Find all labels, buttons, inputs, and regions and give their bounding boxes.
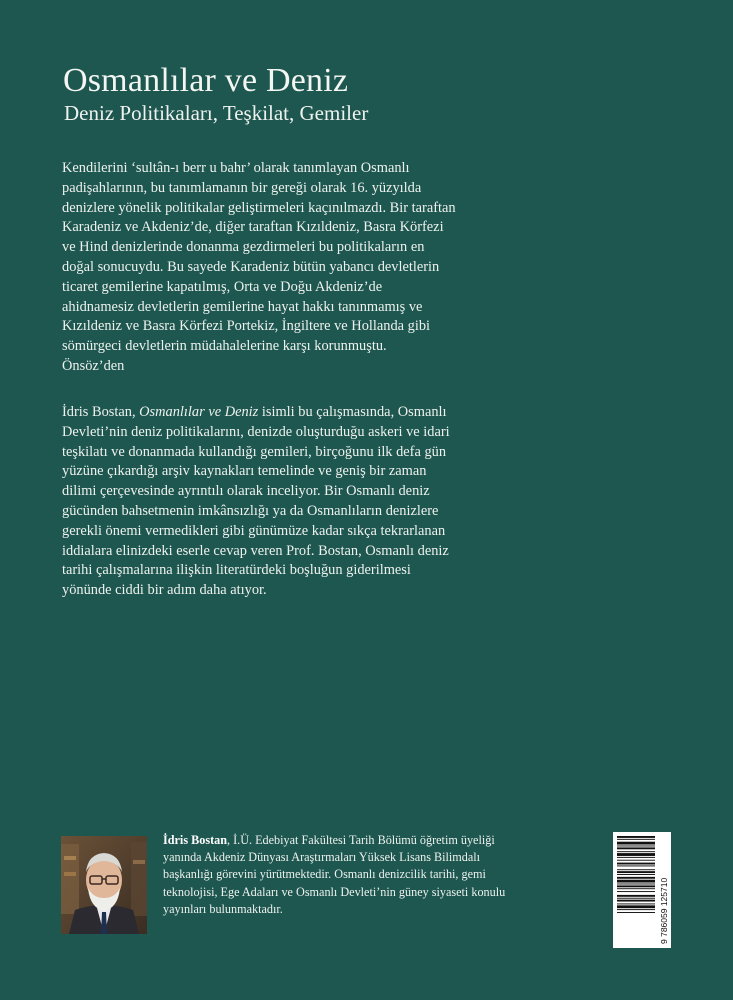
barcode-bar xyxy=(617,846,655,847)
barcode-bar xyxy=(617,836,655,838)
bio-line xyxy=(163,832,593,849)
barcode-bar xyxy=(617,912,655,913)
barcode-bar xyxy=(617,869,655,870)
barcode-bar xyxy=(617,851,655,852)
book-title-italic: Osmanlılar ve Deniz xyxy=(139,404,259,420)
book-subtitle: Deniz Politikaları, Teşkilat, Gemiler xyxy=(64,101,369,125)
barcode-bar xyxy=(617,865,655,866)
barcode-bar xyxy=(617,891,655,892)
blurb-line: yüzüne çıkardığı arşiv kaynakları temelinde ve geniş bir zaman xyxy=(62,463,427,480)
blurb-line: doğal sonucuydu. Bu sayede Karadeniz bütün yabancı devletlerin xyxy=(62,258,440,275)
blurb-line: sömürgeci devletlerin müdahalelerine karşı korunmuştu. xyxy=(62,338,387,355)
barcode-digits: 9 786059 125710 xyxy=(659,877,669,944)
barcode-bar xyxy=(617,847,655,849)
book-title: Osmanlılar ve Deniz xyxy=(63,62,349,99)
barcode-bar xyxy=(617,900,655,902)
isbn-barcode xyxy=(613,832,671,948)
blurb-line: Devleti’nin deniz politikalarını, denizde oluşturduğu askeri ve idari xyxy=(62,423,450,440)
barcode-bar xyxy=(617,874,655,875)
blurb-line: dilimi çerçevesinde ayrıntılı olarak inceliyor. Bir Osmanlı deniz xyxy=(62,483,430,500)
author-name: İdris Bostan xyxy=(163,833,228,847)
barcode-bar xyxy=(617,853,655,856)
author-mention: İdris Bostan, xyxy=(62,404,140,420)
barcode-bar xyxy=(617,898,655,899)
barcode-bar xyxy=(617,871,655,873)
blurb-paragraph-2 xyxy=(62,403,532,601)
blurb-line: padişahlarının, bu tanımlamanın bir gereği olarak 16. yüzyılda xyxy=(62,179,422,196)
barcode-bar xyxy=(617,888,655,889)
author-bio xyxy=(163,832,593,918)
author-photo xyxy=(61,836,147,934)
blurb-line: teşkilatı ve donanmada kullandığı gemileri, birçoğunu ilk defa gün xyxy=(62,443,447,460)
blurb-line: ticaret gemilerine kapatılmış, Orta ve Doğu Akdeniz’de xyxy=(62,278,383,295)
blurb-line: iddialara elinizdeki eserle cevap veren Prof. Bostan, Osmanlı deniz xyxy=(62,542,449,559)
barcode-bar xyxy=(617,839,655,840)
blurb-text: isimli bu çalışmasında, Osmanlı xyxy=(258,404,447,420)
barcode-bar xyxy=(617,895,655,897)
barcode-bar xyxy=(617,903,655,904)
blurb-line xyxy=(62,403,532,423)
blurb-line: yönünde ciddi bir adım daha atıyor. xyxy=(62,582,267,599)
barcode-bar xyxy=(617,909,655,910)
bio-line: teknolojisi, Ege Adaları ve Osmanlı Devleti’nin güney siyaseti konulu xyxy=(163,884,506,899)
blurb-line: ahidnamesiz devletlerin gemilerine hayat hakkı tanınmamış ve xyxy=(62,298,423,315)
blurb-line: Kendilerini ‘sultân-ı berr u bahr’ olarak tanımlayan Osmanlı xyxy=(62,160,410,176)
blurb-line: gerekli önemi vermedikleri gibi günümüze kadar sıkça tekrarlanan xyxy=(62,522,446,539)
blurb-line: Kızıldeniz ve Basra Körfezi Portekiz, İngiltere ve Hollanda gibi xyxy=(62,318,431,335)
blurb-line: ve Hind denizlerinde donanma gezdirmeleri bu politikaların en xyxy=(62,239,425,256)
blurb-line: gücünden bahsetmenin imkânsızlığı ya da Osmanlıların denizlere xyxy=(62,502,439,519)
bio-line: yayınları bulunmaktadır. xyxy=(163,901,283,916)
bio-text: , İ.Ü. Edebiyat Fakültesi Tarih Bölümü öğretim üyeliği xyxy=(227,833,495,847)
barcode-bar xyxy=(617,905,655,908)
blurb-line: denizlere yönelik politikalar geliştirmeleri kaçınılmazdı. Bir taraftan xyxy=(62,199,456,216)
barcode-bar xyxy=(617,860,655,861)
barcode-bar xyxy=(617,857,655,858)
barcode-bar xyxy=(617,863,655,865)
barcode-bar xyxy=(617,842,655,845)
barcode-bar xyxy=(617,880,655,883)
barcode-bar xyxy=(617,884,655,885)
blurb-line: Karadeniz ve Akdeniz’de, diğer taraftan Kızıldeniz, Basra Körfezi xyxy=(62,219,444,236)
barcode-bars xyxy=(617,836,655,913)
bio-line: başkanlığı görevini yürütmektedir. Osmanlı denizcilik tarihi, gemi xyxy=(163,867,486,882)
bio-line: yanında Akdeniz Dünyası Araştırmaları Yüksek Lisans Bilimdalı xyxy=(163,850,481,865)
blurb-line: tarihi çalışmalarına ilişkin literatürdeki boşluğun giderilmesi xyxy=(62,562,411,579)
barcode-bar xyxy=(617,877,655,879)
blurb-paragraph-1 xyxy=(62,159,532,377)
blurb-source: Önsöz’den xyxy=(62,357,125,374)
barcode-bar xyxy=(617,885,655,887)
